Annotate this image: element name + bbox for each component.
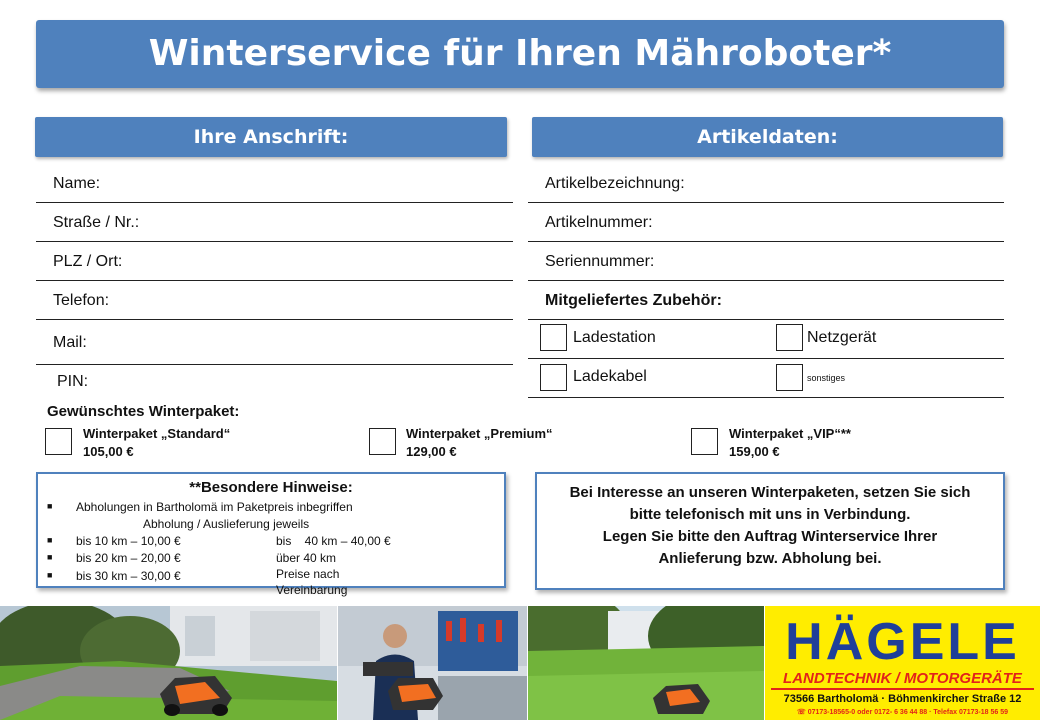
page-title: Winterservice für Ihren Mähroboter* — [36, 20, 1004, 88]
sonstiges-checkbox[interactable] — [776, 364, 803, 391]
notes-title: **Besondere Hinweise: — [189, 479, 353, 496]
info-box — [535, 472, 1005, 590]
article-number-field[interactable] — [528, 204, 1004, 242]
vip-package-price: 159,00 € — [729, 444, 780, 459]
serial-number-field[interactable] — [528, 243, 1004, 281]
vip-package-checkbox[interactable] — [691, 428, 718, 455]
sonstiges-label: sonstiges — [807, 373, 846, 383]
logo-divider — [771, 688, 1034, 690]
info-line-2: bitte telefonisch mit uns in Verbindung. — [629, 506, 911, 523]
street-field[interactable] — [36, 204, 513, 242]
city-label: PLZ / Ort: — [53, 253, 123, 270]
name-label: Name: — [53, 175, 101, 192]
logo-contact: ☏ 07173-18565-0 oder 0172- 6 36 44 88 · Telefax 07173-18 56 59 — [797, 709, 1008, 716]
serial-number-label: Seriennummer: — [545, 253, 655, 270]
standard-package-name: Winterpaket „Standard“ — [83, 426, 231, 441]
article-heading: Artikeldaten: — [532, 117, 1003, 157]
bullet-icon: ■ — [47, 535, 53, 545]
article-number-label: Artikelnummer: — [545, 214, 653, 231]
info-line-3: Legen Sie bitte den Auftrag Winterservice Ihrer — [602, 528, 938, 545]
bullet-icon: ■ — [47, 570, 53, 580]
standard-package-checkbox[interactable] — [45, 428, 72, 455]
ladestation-label: Ladestation — [573, 329, 656, 346]
city-field[interactable] — [36, 243, 513, 281]
pin-field[interactable] — [36, 363, 513, 401]
vip-package-name: Winterpaket „VIP“** — [729, 426, 851, 441]
notes-line-delivery: Abholung / Auslieferung jeweils — [143, 517, 310, 531]
address-heading: Ihre Anschrift: — [35, 117, 507, 157]
notes-row-1-right: bis 40 km – 40,00 € — [276, 534, 391, 548]
premium-package-checkbox[interactable] — [369, 428, 396, 455]
company-logo — [765, 606, 1040, 720]
article-name-label: Artikelbezeichnung: — [545, 175, 685, 192]
vip-package — [729, 425, 851, 461]
phone-field[interactable] — [36, 282, 513, 320]
notes-row-1 — [76, 533, 391, 549]
notes-row-3 — [76, 568, 181, 584]
notes-line-pickup: Abholungen in Bartholomä im Paketpreis inbegriffen — [76, 500, 353, 514]
logo-name: HÄGELE — [785, 613, 1020, 671]
premium-package-name: Winterpaket „Premium“ — [406, 426, 553, 441]
ladekabel-checkbox[interactable] — [540, 364, 567, 391]
notes-row-2-right: über 40 km Preise nach Vereinbarung — [276, 551, 348, 597]
standard-package — [83, 425, 230, 461]
street-label: Straße / Nr.: — [53, 214, 140, 231]
packages-heading: Gewünschtes Winterpaket: — [47, 403, 240, 420]
bullet-icon: ■ — [47, 552, 53, 562]
premium-package-price: 129,00 € — [406, 444, 457, 459]
notes-row-3-left: bis 30 km – 30,00 € — [76, 569, 181, 583]
workshop-photo — [338, 606, 527, 720]
mail-field[interactable] — [36, 321, 513, 365]
pin-label: PIN: — [57, 373, 89, 390]
info-line-4: Anlieferung bzw. Abholung bei. — [658, 550, 882, 567]
phone-label: Telefon: — [53, 292, 110, 309]
article-name-field[interactable] — [528, 165, 1004, 203]
name-field[interactable] — [36, 165, 513, 203]
logo-tagline: LANDTECHNIK / MOTORGERÄTE — [783, 670, 1022, 687]
garden-photo-right — [528, 606, 764, 720]
mail-label: Mail: — [53, 334, 87, 351]
netzgeraet-checkbox[interactable] — [776, 324, 803, 351]
info-line-1: Bei Interesse an unseren Winterpaketen, setzen Sie sich — [569, 484, 971, 501]
logo-address: 73566 Bartholomä · Böhmenkircher Straße 12 — [783, 693, 1022, 705]
notes-row-1-left: bis 10 km – 10,00 € — [76, 534, 181, 548]
notes-row-2-left: bis 20 km – 20,00 € — [76, 551, 181, 565]
ladekabel-label: Ladekabel — [573, 368, 647, 385]
premium-package — [406, 425, 553, 461]
notes-box — [36, 472, 506, 597]
standard-package-price: 105,00 € — [83, 444, 134, 459]
netzgeraet-label: Netzgerät — [807, 329, 877, 346]
garden-photo-left — [0, 606, 337, 720]
ladestation-checkbox[interactable] — [540, 324, 567, 351]
accessories-label: Mitgeliefertes Zubehör: — [528, 282, 1004, 320]
bullet-icon: ■ — [47, 501, 53, 511]
